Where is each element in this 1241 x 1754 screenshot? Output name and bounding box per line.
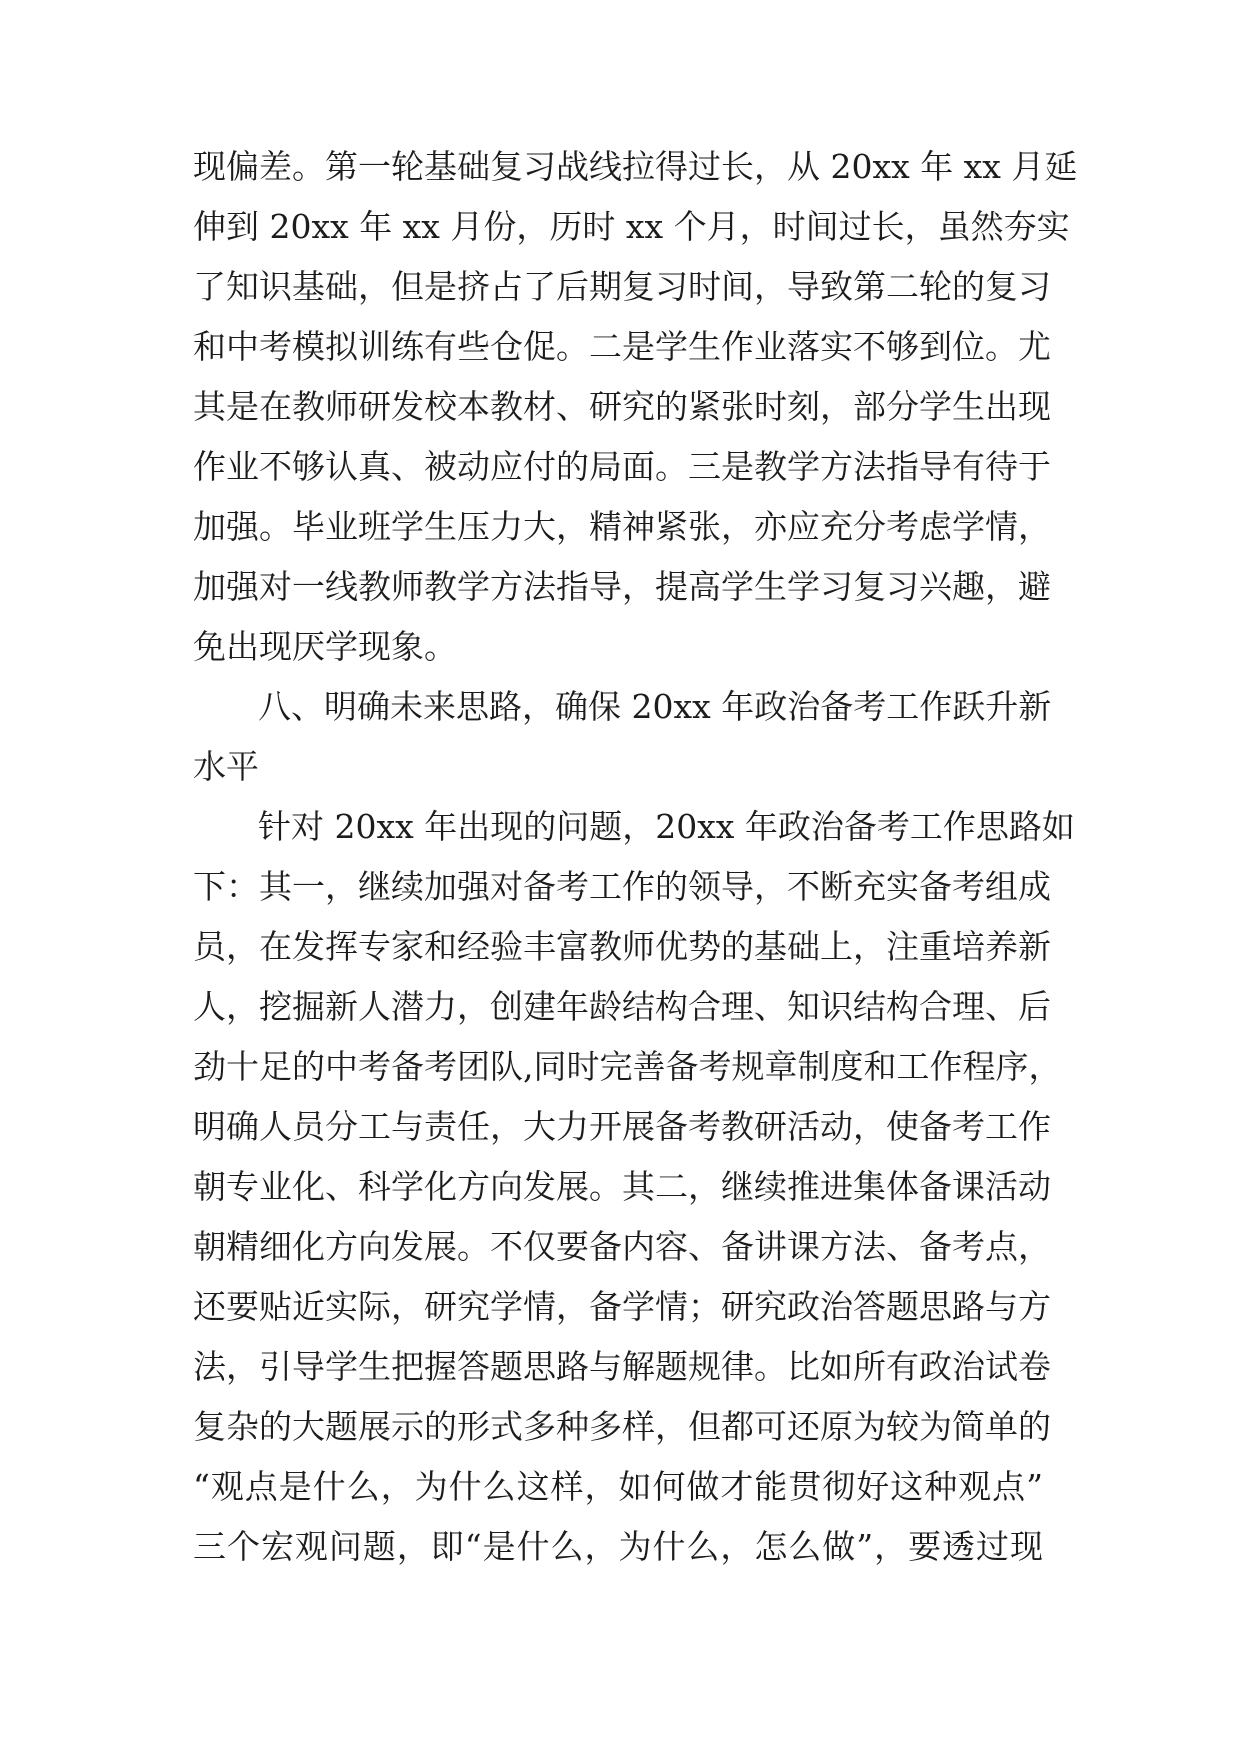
text-line: 了知识基础，但是挤占了后期复习时间，导致第二轮的复习 xyxy=(193,267,1051,306)
text-line: 伸到 20xx 年 xx 月份，历时 xx 个月，时间过长，虽然夯实 xyxy=(193,207,1070,246)
text-line: 其是在教师研发校本教材、研究的紧张时刻，部分学生出现 xyxy=(193,387,1051,426)
text-line: 还要贴近实际，研究学情，备学情；研究政治答题思路与方 xyxy=(193,1287,1051,1326)
text-line: 加强。毕业班学生压力大，精神紧张，亦应充分考虑学情， xyxy=(193,507,1051,546)
text-line: 朝专业化、科学化方向发展。其二，继续推进集体备课活动 xyxy=(193,1167,1051,1206)
text-line: 法，引导学生把握答题思路与解题规律。比如所有政治试卷 xyxy=(193,1347,1051,1386)
text-line: 作业不够认真、被动应付的局面。三是教学方法指导有待于 xyxy=(193,447,1051,486)
text-line: 加强对一线教师教学方法指导，提高学生学习复习兴趣，避 xyxy=(193,567,1051,606)
text-line: 免出现厌学现象。 xyxy=(193,627,457,666)
text-line: 劲十足的中考备考团队,同时完善备考规章制度和工作程序， xyxy=(193,1047,1062,1086)
text-line: 明确人员分工与责任，大力开展备考教研活动，使备考工作 xyxy=(193,1107,1051,1146)
text-line: 下：其一，继续加强对备考工作的领导，不断充实备考组成 xyxy=(193,867,1051,906)
text-line: “观点是什么，为什么这样，如何做才能贯彻好这种观点” xyxy=(193,1467,1043,1506)
paragraph-first-line: 针对 20xx 年出现的问题，20xx 年政治备考工作思路如 xyxy=(258,807,1075,846)
section-heading-continued: 水平 xyxy=(193,747,259,786)
text-line: 员，在发挥专家和经验丰富教师优势的基础上，注重培养新 xyxy=(193,927,1051,966)
text-line: 和中考模拟训练有些仓促。二是学生作业落实不够到位。尤 xyxy=(193,327,1051,366)
text-line: 复杂的大题展示的形式多种多样，但都可还原为较为简单的 xyxy=(193,1407,1051,1446)
section-heading: 八、明确未来思路，确保 20xx 年政治备考工作跃升新 xyxy=(258,687,1052,726)
text-line: 三个宏观问题，即“是什么，为什么，怎么做”，要透过现 xyxy=(193,1527,1043,1566)
text-line: 朝精细化方向发展。不仅要备内容、备讲课方法、备考点， xyxy=(193,1227,1051,1266)
text-line: 人，挖掘新人潜力，创建年龄结构合理、知识结构合理、后 xyxy=(193,987,1051,1026)
text-line: 现偏差。第一轮基础复习战线拉得过长，从 20xx 年 xx 月延 xyxy=(193,147,1078,186)
